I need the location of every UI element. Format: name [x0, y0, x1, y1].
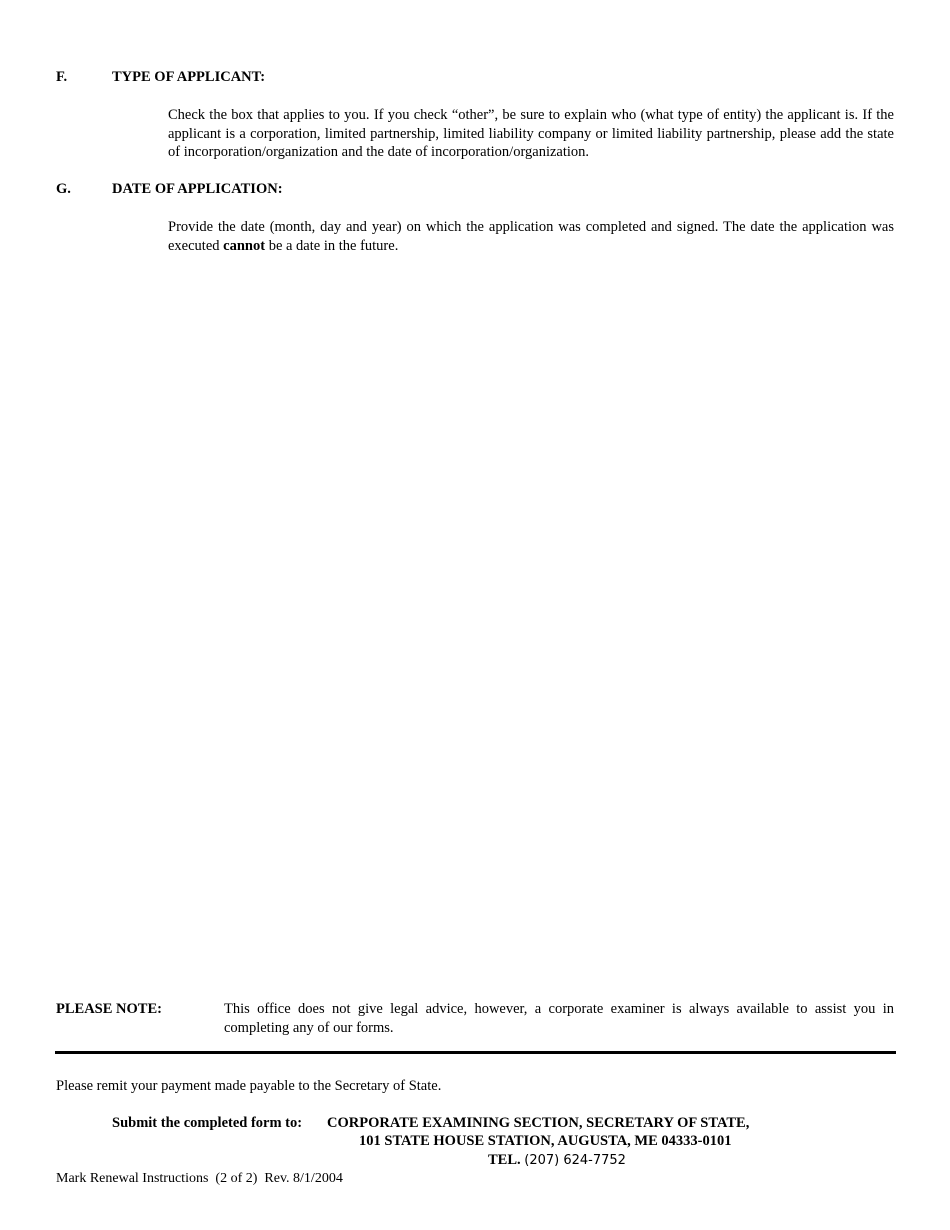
section-g-letter: G.: [56, 181, 71, 197]
please-note-text: This office does not give legal advice, however, a corporate examiner is always available to assist you in completing any of our forms.: [224, 1001, 894, 1036]
section-f-body: Check the box that applies to you. If you check “other”, be sure to explain who (what type of entity) the applicant is. If the applicant is a corporation, limited partnership, limited liability company or limited liability partnership, please add the state of incorporation/organization and the date of incorporation/organization.: [168, 107, 894, 160]
page-footer: Mark Renewal Instructions (2 of 2) Rev. 8/1/2004: [56, 1171, 343, 1186]
section-g-body-emphasis: cannot: [223, 237, 266, 254]
section-g-heading: DATE OF APPLICATION:: [112, 181, 283, 197]
section-f-heading: TYPE OF APPLICANT:: [112, 69, 266, 85]
submit-label: Submit the completed form to:: [112, 1115, 303, 1131]
submit-address-line2: 101 STATE HOUSE STATION, AUGUSTA, ME 04333-0101: [359, 1133, 732, 1149]
section-g-body: [168, 218, 894, 255]
telephone-number: (207) 624-7752: [524, 1153, 626, 1168]
section-g-body-text-end: be a date in the future.: [265, 237, 399, 254]
section-f-letter: F.: [56, 69, 68, 85]
section-g-body-text: Provide the date (month, day and year) on which the application was completed and signed. The date the application was executed: [168, 219, 894, 254]
telephone-label: TEL.: [488, 1152, 521, 1168]
submit-address-line1: CORPORATE EXAMINING SECTION, SECRETARY OF STATE,: [327, 1115, 750, 1131]
telephone-line: [488, 1151, 626, 1171]
please-note-label: PLEASE NOTE:: [56, 1001, 162, 1017]
remit-instruction: Please remit your payment made payable to the Secretary of State.: [56, 1078, 442, 1094]
horizontal-divider: [55, 1051, 896, 1054]
